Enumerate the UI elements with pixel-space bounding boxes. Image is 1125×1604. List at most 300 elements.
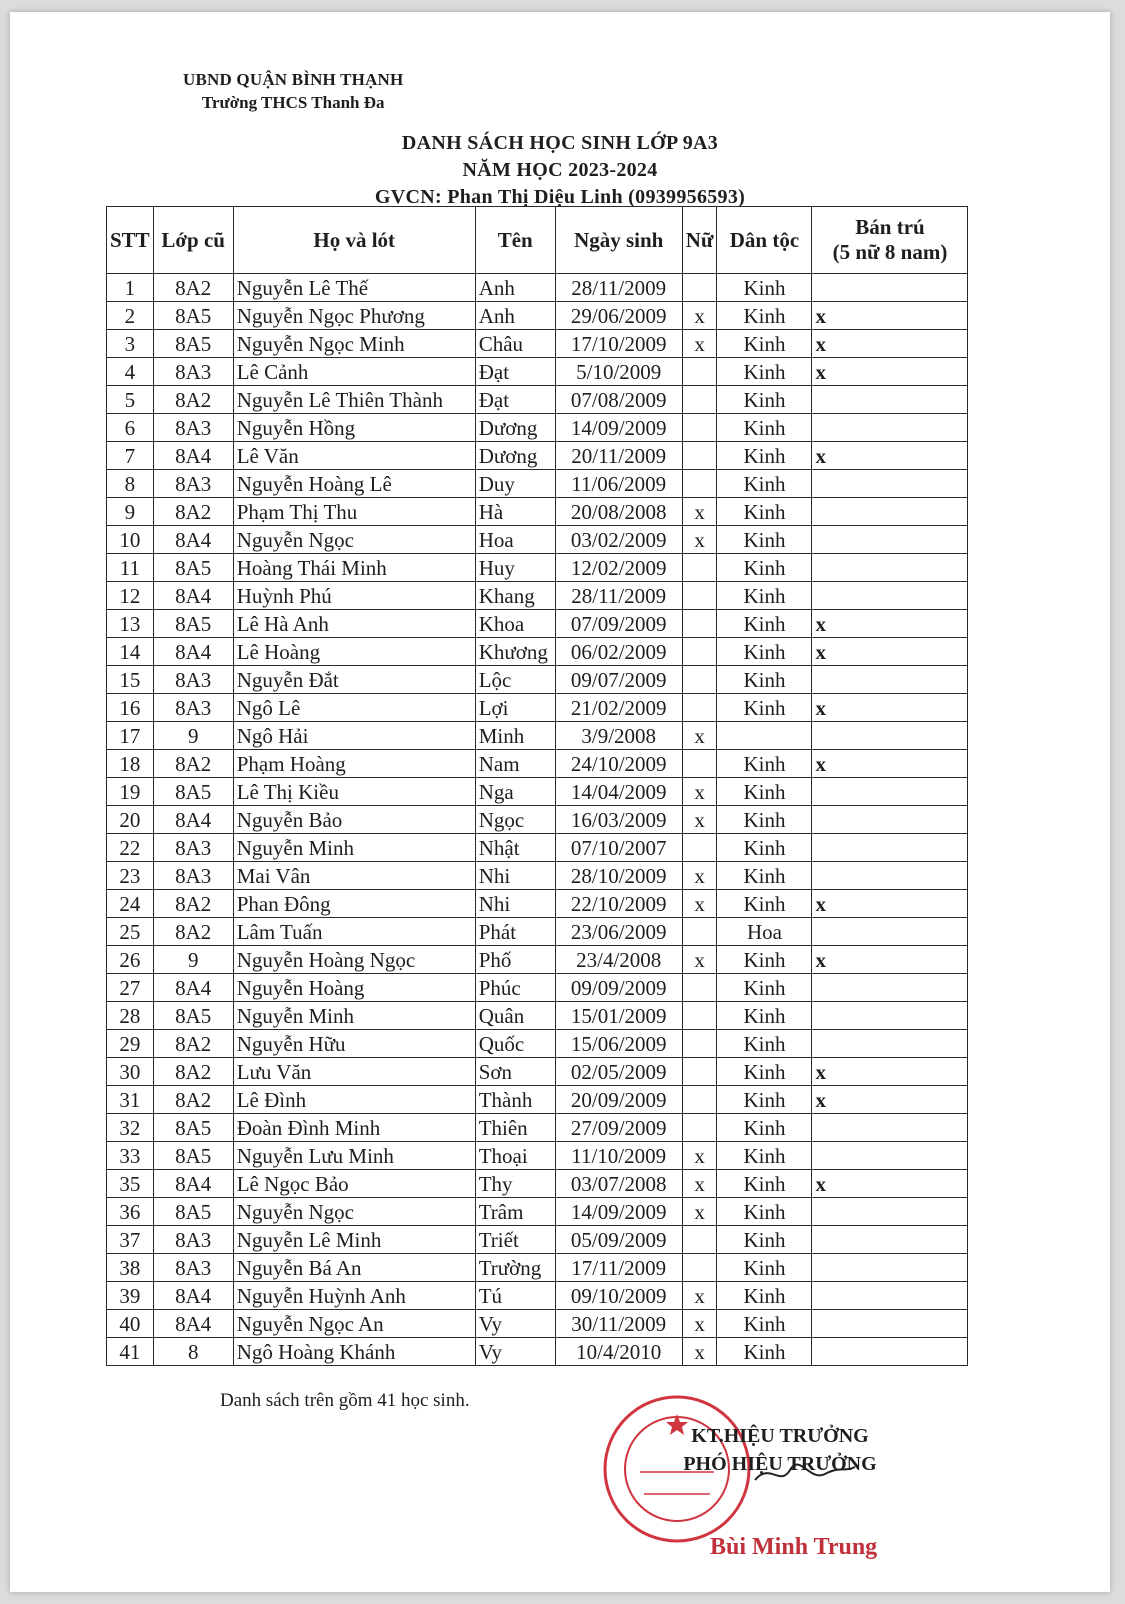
cell-ten: Nhi (475, 890, 555, 918)
table-row (107, 554, 968, 582)
cell-ho-lot: Phạm Hoàng (233, 750, 475, 778)
cell-stt: 38 (107, 1254, 154, 1282)
cell-lop-cu: 8A3 (153, 358, 233, 386)
cell-ngay-sinh: 5/10/2009 (555, 358, 682, 386)
cell-stt: 19 (107, 778, 154, 806)
cell-ngay-sinh: 07/09/2009 (555, 610, 682, 638)
cell-stt: 31 (107, 1086, 154, 1114)
col-header-ho-lot: Họ và lót (233, 207, 475, 274)
table-row (107, 1058, 968, 1086)
document-page (10, 12, 1110, 1592)
table-row (107, 694, 968, 722)
cell-lop-cu: 8A3 (153, 666, 233, 694)
col-header-ban-tru (812, 207, 968, 274)
cell-ngay-sinh: 12/02/2009 (555, 554, 682, 582)
cell-ten: Vy (475, 1310, 555, 1338)
cell-ten: Đạt (475, 358, 555, 386)
cell-stt: 26 (107, 946, 154, 974)
cell-nu: x (682, 1198, 717, 1226)
cell-lop-cu: 8A2 (153, 1086, 233, 1114)
table-row (107, 834, 968, 862)
table-row (107, 414, 968, 442)
cell-ngay-sinh: 11/06/2009 (555, 470, 682, 498)
cell-lop-cu: 8A4 (153, 806, 233, 834)
cell-lop-cu: 8A3 (153, 1226, 233, 1254)
school-name: Trường THCS Thanh Đa (201, 93, 385, 112)
table-row (107, 470, 968, 498)
issuer-header (183, 70, 403, 113)
cell-lop-cu: 8A4 (153, 974, 233, 1002)
cell-ho-lot: Nguyễn Ngọc Minh (233, 330, 475, 358)
cell-ban-tru (812, 974, 968, 1002)
table-row (107, 918, 968, 946)
cell-ho-lot: Nguyễn Lê Thiên Thành (233, 386, 475, 414)
cell-ho-lot: Lê Hà Anh (233, 610, 475, 638)
total-note: Danh sách trên gồm 41 học sinh. (220, 1390, 470, 1411)
cell-stt: 8 (107, 470, 154, 498)
cell-dan-toc: Kinh (717, 1338, 812, 1366)
cell-dan-toc: Kinh (717, 890, 812, 918)
cell-stt: 22 (107, 834, 154, 862)
table-row (107, 1198, 968, 1226)
cell-stt: 13 (107, 610, 154, 638)
cell-ngay-sinh: 11/10/2009 (555, 1142, 682, 1170)
cell-stt: 16 (107, 694, 154, 722)
cell-lop-cu: 8A5 (153, 1198, 233, 1226)
cell-ngay-sinh: 20/09/2009 (555, 1086, 682, 1114)
cell-ten: Lợi (475, 694, 555, 722)
cell-stt: 18 (107, 750, 154, 778)
cell-ten: Phố (475, 946, 555, 974)
cell-ten: Ngọc (475, 806, 555, 834)
cell-ten: Châu (475, 330, 555, 358)
cell-ngay-sinh: 28/11/2009 (555, 274, 682, 302)
cell-nu (682, 974, 717, 1002)
cell-ho-lot: Ngô Hải (233, 722, 475, 750)
cell-ten: Quốc (475, 1030, 555, 1058)
cell-dan-toc: Kinh (717, 1086, 812, 1114)
cell-nu: x (682, 890, 717, 918)
cell-ban-tru (812, 414, 968, 442)
cell-ten: Dương (475, 414, 555, 442)
cell-stt: 25 (107, 918, 154, 946)
table-header-row (107, 207, 968, 274)
cell-ho-lot: Lê Đình (233, 1086, 475, 1114)
cell-ngay-sinh: 23/4/2008 (555, 946, 682, 974)
cell-ngay-sinh: 14/09/2009 (555, 414, 682, 442)
cell-stt: 3 (107, 330, 154, 358)
table-row (107, 274, 968, 302)
cell-ban-tru (812, 498, 968, 526)
cell-nu (682, 470, 717, 498)
cell-dan-toc: Kinh (717, 414, 812, 442)
cell-lop-cu: 8A2 (153, 274, 233, 302)
cell-lop-cu: 8A3 (153, 470, 233, 498)
cell-stt: 36 (107, 1198, 154, 1226)
cell-dan-toc: Kinh (717, 778, 812, 806)
ban-tru-label: Bán trú (855, 215, 925, 239)
cell-nu (682, 1058, 717, 1086)
cell-lop-cu: 8A2 (153, 918, 233, 946)
cell-dan-toc: Kinh (717, 666, 812, 694)
cell-stt: 27 (107, 974, 154, 1002)
cell-ten: Khoa (475, 610, 555, 638)
student-table (106, 206, 968, 1366)
cell-ban-tru: x (812, 638, 968, 666)
cell-ten: Nga (475, 778, 555, 806)
cell-nu (682, 750, 717, 778)
cell-dan-toc: Kinh (717, 498, 812, 526)
cell-ban-tru (812, 1310, 968, 1338)
cell-ho-lot: Nguyễn Ngọc An (233, 1310, 475, 1338)
cell-dan-toc: Kinh (717, 834, 812, 862)
cell-stt: 11 (107, 554, 154, 582)
cell-ban-tru: x (812, 1086, 968, 1114)
cell-ho-lot: Ngô Lê (233, 694, 475, 722)
cell-stt: 40 (107, 1310, 154, 1338)
cell-ho-lot: Ngô Hoàng Khánh (233, 1338, 475, 1366)
cell-ten: Minh (475, 722, 555, 750)
cell-ngay-sinh: 07/08/2009 (555, 386, 682, 414)
cell-ban-tru: x (812, 302, 968, 330)
title-line-1: DANH SÁCH HỌC SINH LỚP 9A3 (401, 132, 719, 154)
cell-dan-toc: Kinh (717, 582, 812, 610)
cell-dan-toc: Kinh (717, 638, 812, 666)
cell-ngay-sinh: 28/10/2009 (555, 862, 682, 890)
cell-ngay-sinh: 30/11/2009 (555, 1310, 682, 1338)
cell-ngay-sinh: 23/06/2009 (555, 918, 682, 946)
cell-ho-lot: Nguyễn Ngọc (233, 526, 475, 554)
cell-ban-tru (812, 1226, 968, 1254)
cell-ban-tru (812, 554, 968, 582)
cell-ho-lot: Nguyễn Ngọc Phương (233, 302, 475, 330)
cell-ten: Thành (475, 1086, 555, 1114)
cell-ban-tru (812, 274, 968, 302)
table-row (107, 1002, 968, 1030)
cell-stt: 2 (107, 302, 154, 330)
cell-ngay-sinh: 22/10/2009 (555, 890, 682, 918)
cell-dan-toc: Kinh (717, 1310, 812, 1338)
cell-ho-lot: Lê Hoàng (233, 638, 475, 666)
cell-ngay-sinh: 29/06/2009 (555, 302, 682, 330)
cell-ten: Phát (475, 918, 555, 946)
cell-ban-tru: x (812, 750, 968, 778)
cell-dan-toc: Kinh (717, 1198, 812, 1226)
cell-ho-lot: Nguyễn Hữu (233, 1030, 475, 1058)
cell-dan-toc: Kinh (717, 274, 812, 302)
cell-stt: 29 (107, 1030, 154, 1058)
cell-nu (682, 386, 717, 414)
title-line-3: GVCN: Phan Thị Diệu Linh (0939956593) (374, 186, 746, 208)
cell-ho-lot: Lê Cảnh (233, 358, 475, 386)
cell-ngay-sinh: 10/4/2010 (555, 1338, 682, 1366)
cell-ngay-sinh: 27/09/2009 (555, 1114, 682, 1142)
cell-ten: Khương (475, 638, 555, 666)
cell-stt: 28 (107, 1002, 154, 1030)
cell-nu (682, 1002, 717, 1030)
cell-ten: Huy (475, 554, 555, 582)
table-row (107, 358, 968, 386)
cell-ban-tru: x (812, 610, 968, 638)
table-row (107, 778, 968, 806)
table-row (107, 1282, 968, 1310)
cell-nu (682, 834, 717, 862)
cell-stt: 39 (107, 1282, 154, 1310)
cell-ten: Nam (475, 750, 555, 778)
cell-ho-lot: Lâm Tuấn (233, 918, 475, 946)
table-row (107, 610, 968, 638)
cell-ten: Anh (475, 302, 555, 330)
cell-ho-lot: Phạm Thị Thu (233, 498, 475, 526)
cell-ngay-sinh: 20/11/2009 (555, 442, 682, 470)
col-header-ngay-sinh: Ngày sinh (555, 207, 682, 274)
cell-lop-cu: 8A5 (153, 610, 233, 638)
cell-lop-cu: 8A3 (153, 1254, 233, 1282)
cell-stt: 37 (107, 1226, 154, 1254)
cell-ten: Quân (475, 1002, 555, 1030)
cell-lop-cu: 8A5 (153, 330, 233, 358)
cell-dan-toc: Kinh (717, 1142, 812, 1170)
sign-title: KT.HIỆU TRƯỞNG (691, 1425, 869, 1447)
table-row (107, 750, 968, 778)
cell-ngay-sinh: 20/08/2008 (555, 498, 682, 526)
cell-ngay-sinh: 07/10/2007 (555, 834, 682, 862)
cell-ten: Trâm (475, 1198, 555, 1226)
cell-lop-cu: 8A2 (153, 890, 233, 918)
cell-nu: x (682, 862, 717, 890)
cell-nu: x (682, 722, 717, 750)
cell-dan-toc: Kinh (717, 302, 812, 330)
cell-stt: 23 (107, 862, 154, 890)
cell-ban-tru (812, 386, 968, 414)
cell-dan-toc: Kinh (717, 1002, 812, 1030)
cell-lop-cu: 8A4 (153, 526, 233, 554)
cell-ngay-sinh: 09/07/2009 (555, 666, 682, 694)
signer-name: Bùi Minh Trung (710, 1534, 878, 1560)
cell-nu: x (682, 946, 717, 974)
cell-nu (682, 1114, 717, 1142)
cell-stt: 15 (107, 666, 154, 694)
district-name: UBND QUẬN BÌNH THẠNH (183, 70, 404, 89)
cell-ho-lot: Huỳnh Phú (233, 582, 475, 610)
cell-dan-toc (717, 722, 812, 750)
cell-ho-lot: Phan Đông (233, 890, 475, 918)
table-row (107, 582, 968, 610)
table-row (107, 862, 968, 890)
cell-ban-tru: x (812, 330, 968, 358)
cell-dan-toc: Kinh (717, 526, 812, 554)
cell-lop-cu: 8A2 (153, 1058, 233, 1086)
cell-ban-tru: x (812, 358, 968, 386)
cell-nu: x (682, 330, 717, 358)
cell-ban-tru (812, 722, 968, 750)
cell-ban-tru (812, 806, 968, 834)
cell-ngay-sinh: 09/09/2009 (555, 974, 682, 1002)
cell-ngay-sinh: 15/01/2009 (555, 1002, 682, 1030)
cell-nu (682, 554, 717, 582)
col-header-nu: Nữ (682, 207, 717, 274)
cell-ngay-sinh: 06/02/2009 (555, 638, 682, 666)
cell-ten: Duy (475, 470, 555, 498)
cell-nu (682, 1030, 717, 1058)
cell-dan-toc: Hoa (717, 918, 812, 946)
cell-ten: Đạt (475, 386, 555, 414)
cell-lop-cu: 8A2 (153, 750, 233, 778)
cell-lop-cu: 9 (153, 722, 233, 750)
ban-tru-count: (5 nữ 8 nam) (832, 240, 948, 264)
cell-ten: Nhi (475, 862, 555, 890)
cell-ban-tru (812, 470, 968, 498)
cell-ngay-sinh: 28/11/2009 (555, 582, 682, 610)
cell-dan-toc: Kinh (717, 946, 812, 974)
cell-ban-tru (812, 1030, 968, 1058)
title-line-2: NĂM HỌC 2023-2024 (462, 159, 658, 181)
cell-ban-tru (812, 526, 968, 554)
cell-ban-tru (812, 1142, 968, 1170)
cell-ban-tru (812, 1338, 968, 1366)
cell-ngay-sinh: 15/06/2009 (555, 1030, 682, 1058)
cell-nu (682, 610, 717, 638)
cell-ho-lot: Nguyễn Minh (233, 834, 475, 862)
cell-ten: Trường (475, 1254, 555, 1282)
cell-stt: 9 (107, 498, 154, 526)
table-row (107, 498, 968, 526)
sign-role: PHÓ HIỆU TRƯỞNG (683, 1453, 877, 1475)
cell-dan-toc: Kinh (717, 1254, 812, 1282)
cell-nu: x (682, 1338, 717, 1366)
table-row (107, 1338, 968, 1366)
cell-ban-tru (812, 1254, 968, 1282)
cell-ban-tru (812, 1114, 968, 1142)
cell-ten: Khang (475, 582, 555, 610)
cell-lop-cu: 8A3 (153, 834, 233, 862)
cell-ban-tru: x (812, 442, 968, 470)
cell-stt: 17 (107, 722, 154, 750)
cell-ban-tru (812, 1198, 968, 1226)
cell-lop-cu: 8A2 (153, 1030, 233, 1058)
cell-ho-lot: Nguyễn Minh (233, 1002, 475, 1030)
cell-nu: x (682, 302, 717, 330)
cell-lop-cu: 8A3 (153, 414, 233, 442)
cell-nu (682, 694, 717, 722)
cell-nu (682, 442, 717, 470)
cell-ho-lot: Đoàn Đình Minh (233, 1114, 475, 1142)
cell-ten: Thiên (475, 1114, 555, 1142)
cell-stt: 20 (107, 806, 154, 834)
cell-dan-toc: Kinh (717, 442, 812, 470)
cell-nu: x (682, 1282, 717, 1310)
cell-dan-toc: Kinh (717, 1030, 812, 1058)
table-row (107, 1254, 968, 1282)
cell-ten: Thy (475, 1170, 555, 1198)
cell-ban-tru (812, 862, 968, 890)
table-row (107, 1086, 968, 1114)
cell-ban-tru: x (812, 890, 968, 918)
cell-ten: Triết (475, 1226, 555, 1254)
cell-lop-cu: 8A4 (153, 442, 233, 470)
cell-nu (682, 1254, 717, 1282)
cell-ban-tru (812, 666, 968, 694)
cell-ngay-sinh: 02/05/2009 (555, 1058, 682, 1086)
cell-lop-cu: 9 (153, 946, 233, 974)
cell-dan-toc: Kinh (717, 694, 812, 722)
cell-ho-lot: Nguyễn Lê Minh (233, 1226, 475, 1254)
cell-ho-lot: Nguyễn Hoàng (233, 974, 475, 1002)
cell-ban-tru: x (812, 694, 968, 722)
cell-dan-toc: Kinh (717, 554, 812, 582)
cell-stt: 14 (107, 638, 154, 666)
cell-ngay-sinh: 14/09/2009 (555, 1198, 682, 1226)
cell-ngay-sinh: 21/02/2009 (555, 694, 682, 722)
cell-nu (682, 638, 717, 666)
cell-ten: Anh (475, 274, 555, 302)
cell-stt: 12 (107, 582, 154, 610)
col-header-dan-toc: Dân tộc (717, 207, 812, 274)
cell-dan-toc: Kinh (717, 862, 812, 890)
cell-ngay-sinh: 16/03/2009 (555, 806, 682, 834)
cell-ho-lot: Nguyễn Lưu Minh (233, 1142, 475, 1170)
cell-nu: x (682, 1310, 717, 1338)
table-row (107, 1310, 968, 1338)
cell-ngay-sinh: 17/11/2009 (555, 1254, 682, 1282)
cell-ngay-sinh: 05/09/2009 (555, 1226, 682, 1254)
cell-ban-tru (812, 834, 968, 862)
cell-lop-cu: 8A5 (153, 1142, 233, 1170)
cell-ban-tru (812, 1002, 968, 1030)
cell-ngay-sinh: 14/04/2009 (555, 778, 682, 806)
cell-nu (682, 666, 717, 694)
cell-lop-cu: 8A4 (153, 1310, 233, 1338)
cell-ho-lot: Hoàng Thái Minh (233, 554, 475, 582)
table-row (107, 442, 968, 470)
table-row (107, 1170, 968, 1198)
table-row (107, 946, 968, 974)
cell-ban-tru (812, 918, 968, 946)
cell-ho-lot: Nguyễn Bá An (233, 1254, 475, 1282)
cell-ten: Sơn (475, 1058, 555, 1086)
cell-ngay-sinh: 03/07/2008 (555, 1170, 682, 1198)
cell-ho-lot: Lê Ngọc Bảo (233, 1170, 475, 1198)
cell-dan-toc: Kinh (717, 1282, 812, 1310)
document-title (10, 130, 1110, 211)
cell-ban-tru: x (812, 1058, 968, 1086)
cell-nu (682, 274, 717, 302)
cell-stt: 30 (107, 1058, 154, 1086)
cell-dan-toc: Kinh (717, 1170, 812, 1198)
table-row (107, 1030, 968, 1058)
cell-stt: 7 (107, 442, 154, 470)
cell-nu (682, 918, 717, 946)
cell-stt: 5 (107, 386, 154, 414)
cell-ho-lot: Nguyễn Huỳnh Anh (233, 1282, 475, 1310)
cell-ho-lot: Lê Văn (233, 442, 475, 470)
cell-ho-lot: Nguyễn Hoàng Ngọc (233, 946, 475, 974)
cell-stt: 4 (107, 358, 154, 386)
cell-dan-toc: Kinh (717, 1058, 812, 1086)
cell-nu (682, 414, 717, 442)
cell-ngay-sinh: 3/9/2008 (555, 722, 682, 750)
table-row (107, 302, 968, 330)
cell-lop-cu: 8A4 (153, 1170, 233, 1198)
cell-ten: Nhật (475, 834, 555, 862)
cell-ho-lot: Nguyễn Hồng (233, 414, 475, 442)
signature-block (650, 1422, 910, 1478)
cell-stt: 10 (107, 526, 154, 554)
cell-ngay-sinh: 17/10/2009 (555, 330, 682, 358)
cell-ho-lot: Lưu Văn (233, 1058, 475, 1086)
cell-stt: 6 (107, 414, 154, 442)
table-row (107, 526, 968, 554)
